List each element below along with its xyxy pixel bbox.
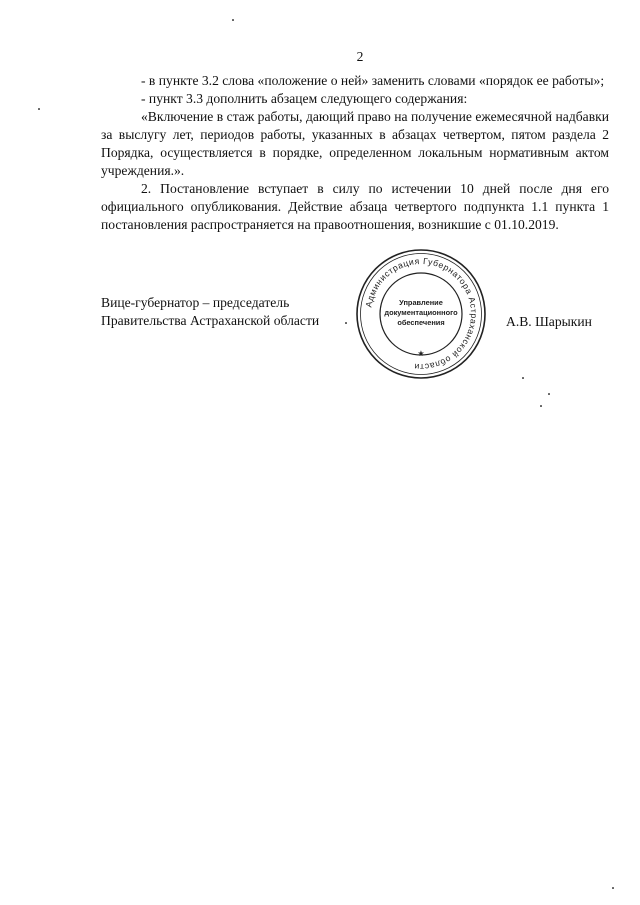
- signatory-title: [101, 294, 319, 330]
- scan-speck: [38, 108, 40, 110]
- document-body: [101, 72, 609, 234]
- signatory-title-line2: Правительства Астраханской области: [101, 313, 320, 328]
- signatory-title-line1: Вице-губернатор – председатель: [101, 295, 290, 310]
- seal-center-line2: документационного: [384, 308, 458, 317]
- paragraph-amendment-3-2: - в пункте 3.2 слова «положение о ней» заменить словами «порядок ее работы»;: [141, 73, 605, 88]
- paragraph-amendment-3-3: - пункт 3.3 дополнить абзацем следующего содержания:: [141, 91, 468, 106]
- scan-speck: [548, 393, 550, 395]
- scan-speck: [522, 377, 524, 379]
- paragraph-effective-date: 2. Постановление вступает в силу по истечении 10 дней после дня его официального опубликования. Действие абзаца четвертого подпункта 1.1 пункта 1 постановления распространяется на правоотношения, возникшие с 01.10.2019.: [101, 181, 609, 232]
- scan-speck: [345, 322, 347, 324]
- paragraph-quoted-insertion: «Включение в стаж работы, дающий право на получение ежемесячной надбавки за выслугу лет, периодов работы, указанных в абзацах четвертом, пятом раздела 2 Порядка, осуществляется в порядке, определенном локальным нормативным актом учреждения.».: [101, 109, 609, 178]
- scan-speck: [612, 887, 614, 889]
- scan-speck: [540, 405, 542, 407]
- seal-center-line1: Управление: [399, 298, 443, 307]
- official-seal: [355, 248, 487, 380]
- seal-center-line3: обеспечения: [397, 318, 445, 327]
- signatory-name: А.В. Шарыкин: [506, 314, 592, 329]
- seal-star-icon: ★: [417, 349, 425, 358]
- scan-speck: [232, 19, 234, 21]
- page-number: 2: [356, 49, 364, 64]
- seal-ring-text: Администрация Губернатора Астраханской области: [363, 255, 480, 373]
